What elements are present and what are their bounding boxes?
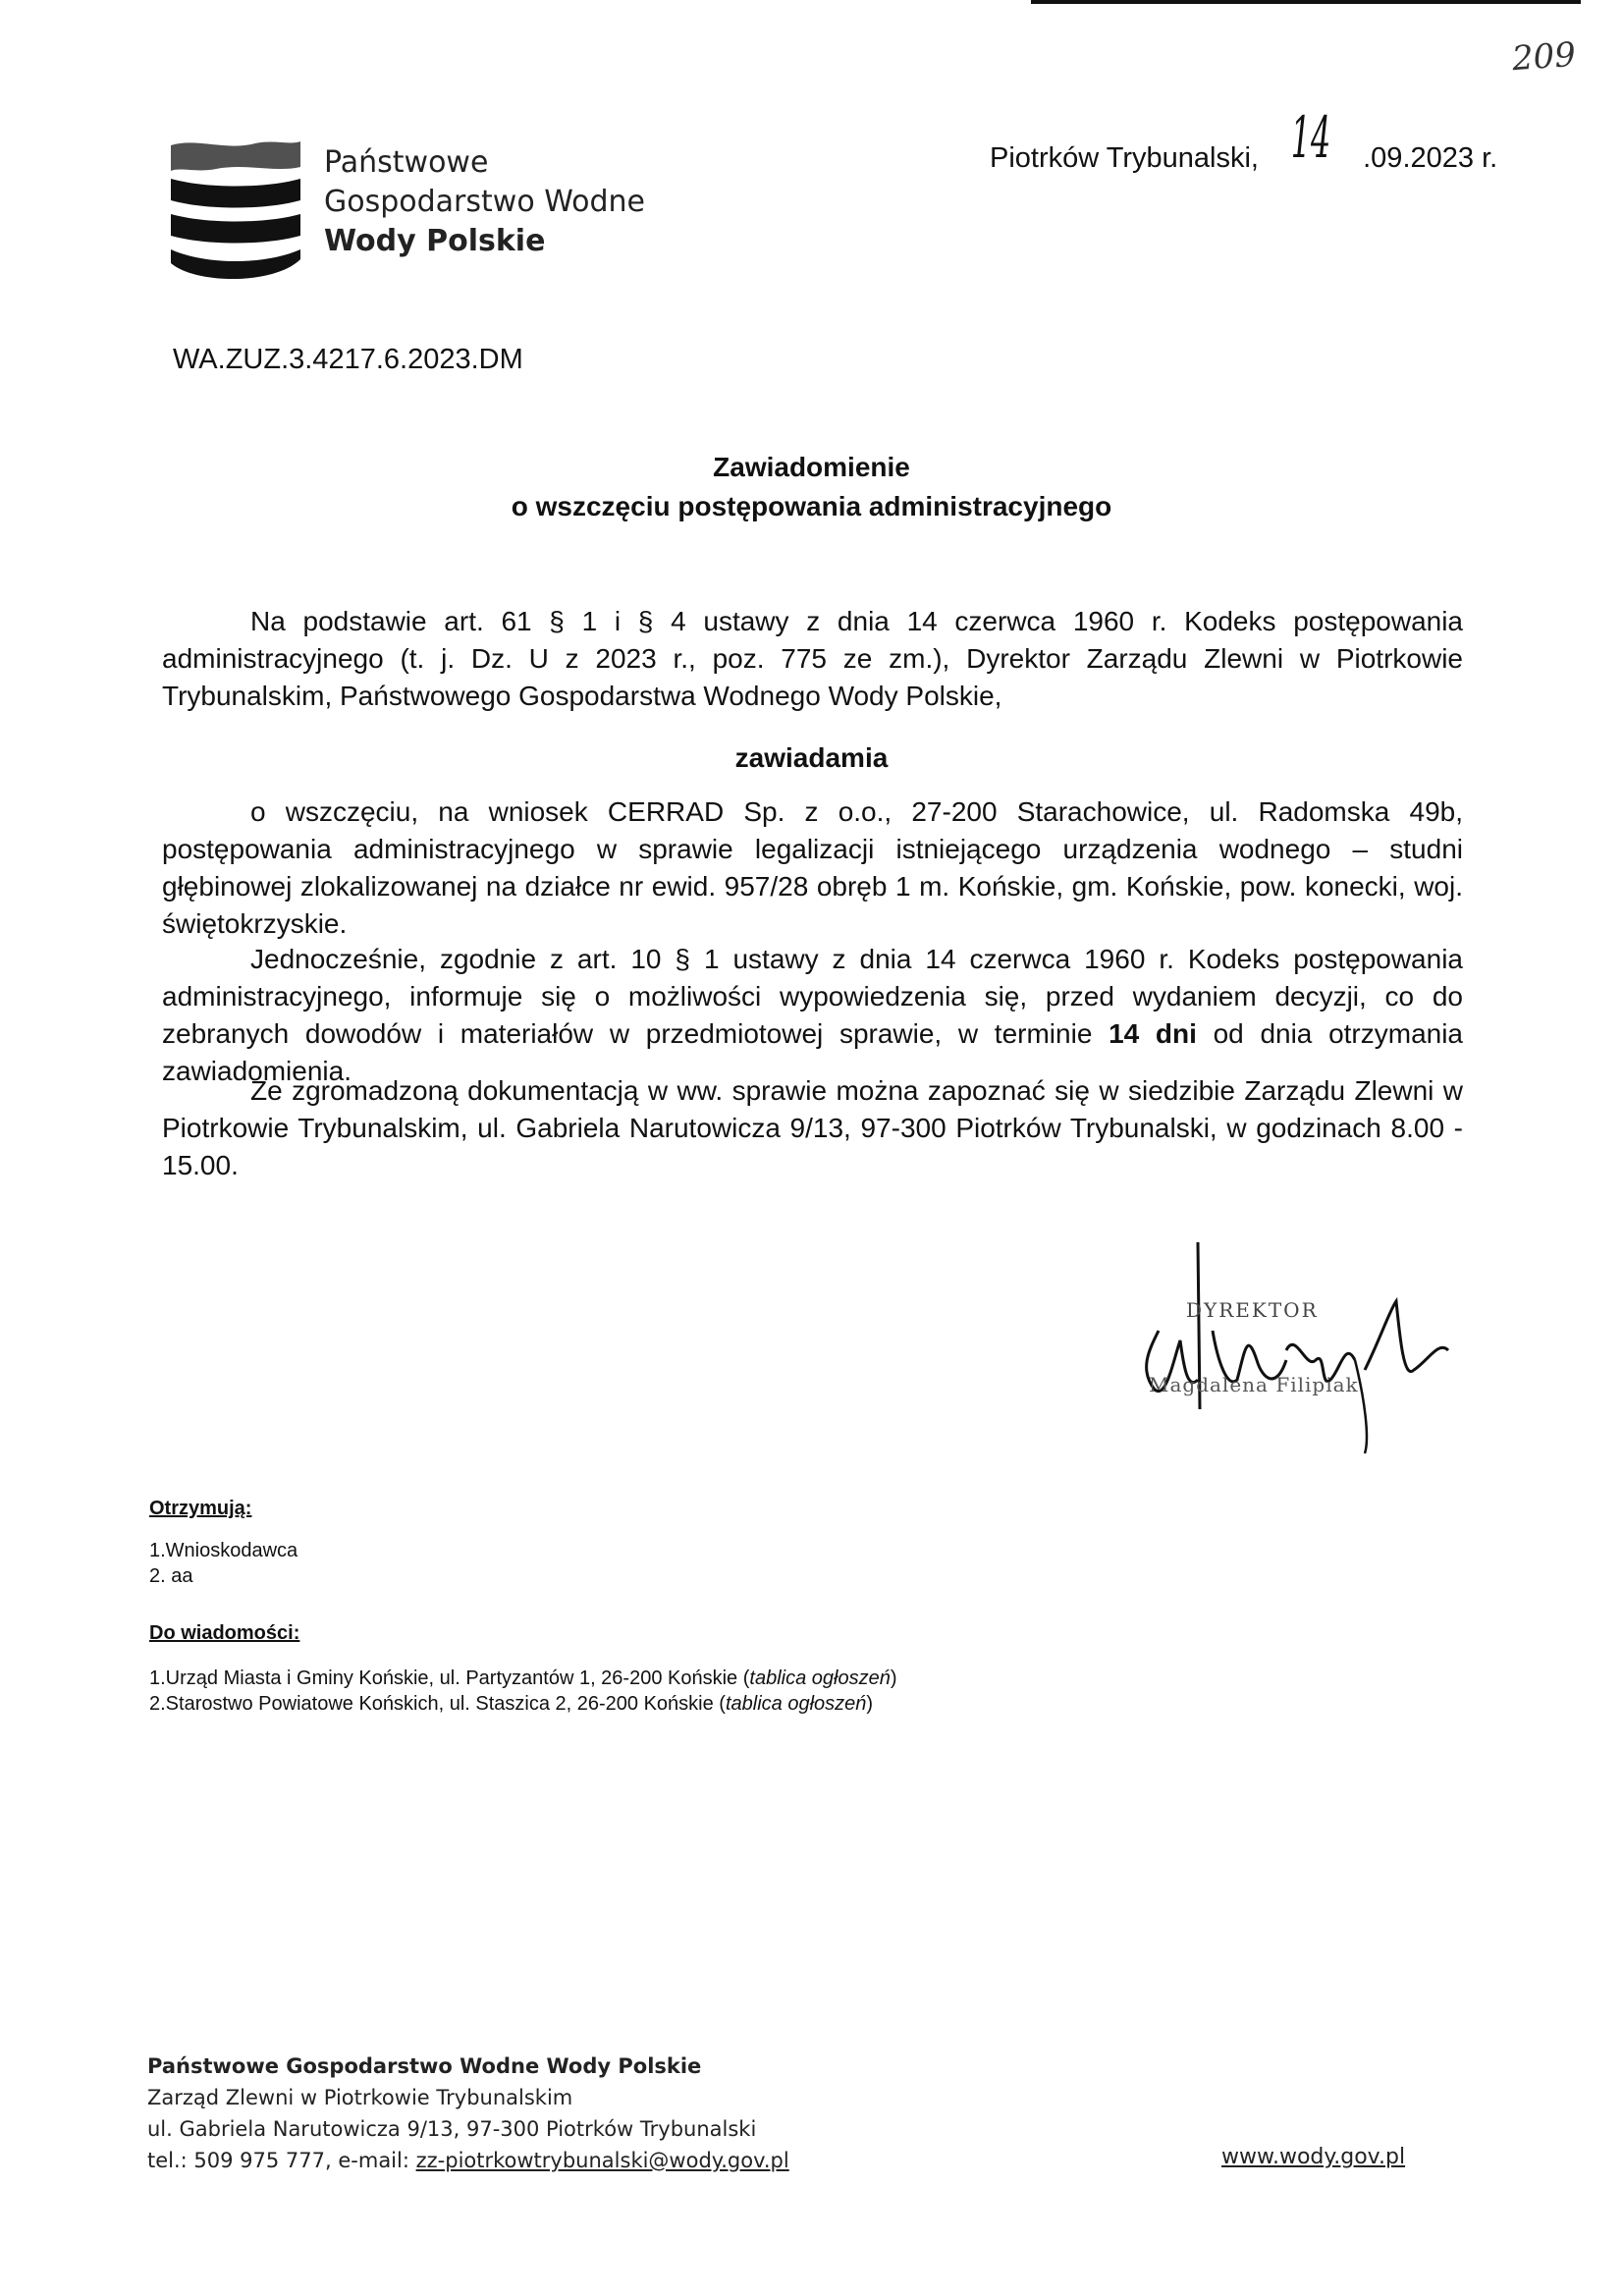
document-title xyxy=(0,448,1623,526)
item-italic: tablica ogłoszeń xyxy=(749,1667,891,1689)
recipients-list xyxy=(149,1538,298,1589)
top-border-line xyxy=(1031,0,1581,4)
footer-address xyxy=(147,2050,789,2176)
item-italic: tablica ogłoszeń xyxy=(725,1693,867,1715)
document-date xyxy=(990,104,1498,175)
item-text: 1.Urząd Miasta i Gminy Końskie, ul. Partyzantów 1, 26-200 Końskie ( xyxy=(149,1667,750,1689)
p3-text-after: od dnia otrzymania zawiadomienia. xyxy=(162,1018,1464,1086)
item-close-paren: ) xyxy=(866,1693,874,1715)
footer-address-line: ul. Gabriela Narutowicza 9/13, 97-300 Piotrków Trybunalski xyxy=(147,2117,757,2141)
footer-website-link[interactable]: www.wody.gov.pl xyxy=(1221,2145,1406,2169)
item-close-paren: ) xyxy=(890,1667,897,1689)
paragraph-right-to-comment xyxy=(162,941,1463,1090)
p3-deadline: 14 dni xyxy=(1109,1018,1197,1049)
title-line-2: o wszczęciu postępowania administracyjnego xyxy=(511,491,1112,521)
signature-stamp-name: Magdalena Filipiak xyxy=(1149,1373,1359,1396)
paragraph-documentation: Ze zgromadzoną dokumentacją w ww. sprawie można zapoznać się w siedzibie Zarządu Zlewni w Piotrkowie Trybunalskim, ul. Gabriela Narutowicza 9/13, 97-300 Piotrków Trybunalski, w godzinach 8.00 - 15.00. xyxy=(162,1075,1463,1180)
for-information-item-1 xyxy=(149,1666,897,1691)
logo-line-2: Gospodarstwo Wodne xyxy=(324,185,645,219)
date-month-year: .09.2023 r. xyxy=(1363,142,1498,174)
for-information-item-2 xyxy=(149,1691,897,1717)
for-information-heading: Do wiadomości: xyxy=(149,1622,300,1644)
handwritten-signature xyxy=(1119,1242,1453,1458)
signature-stamp-title: DYREKTOR xyxy=(1186,1298,1319,1322)
recipient-item: 1.Wnioskodawca xyxy=(149,1540,298,1561)
logo-wordmark xyxy=(324,143,645,261)
recipient-item: 2. aa xyxy=(149,1565,193,1587)
logo-line-3: Wody Polskie xyxy=(324,224,546,258)
date-place: Piotrków Trybunalski, xyxy=(990,142,1259,174)
reference-number: WA.ZUZ.3.4217.6.2023.DM xyxy=(173,344,523,375)
footer-org: Państwowe Gospodarstwo Wodne Wody Polskie xyxy=(147,2054,702,2078)
logo-line-1: Państwowe xyxy=(324,145,489,180)
date-day-handwritten: 14 xyxy=(1290,104,1331,171)
paragraph-legal-basis-first-line: Na podstawie art. 61 § 1 i § 4 ustawy z dnia 14 czerwca 1960 r. Kodeks postępowania xyxy=(250,606,1463,636)
title-line-1: Zawiadomienie xyxy=(713,452,910,482)
paragraph-legal-basis-rest: administracyjnego (t. j. Dz. U z 2023 r., poz. 775 ze zm.), Dyrektor Zarządu Zlewni w Piotrkowie Trybunalskim, Państwowego Gospodarstwa Wodnego Wody Polskie, xyxy=(162,643,1463,711)
paragraph-legal-basis xyxy=(162,603,1463,715)
notification-verb: zawiadamia xyxy=(734,742,889,773)
wody-polskie-logo-icon xyxy=(167,137,304,285)
handwritten-corner-note: 209 xyxy=(1510,34,1578,80)
for-information-list xyxy=(149,1666,897,1717)
footer-email-link[interactable]: zz-piotrkowtrybunalski@wody.gov.pl xyxy=(415,2149,789,2172)
item-text: 2.Starostwo Powiatowe Końskich, ul. Staszica 2, 26-200 Końskie ( xyxy=(149,1693,726,1715)
footer-unit: Zarząd Zlewni w Piotrkowie Trybunalskim xyxy=(147,2086,573,2109)
footer-contact xyxy=(147,2145,789,2176)
paragraph-proceedings: o wszczęciu, na wniosek CERRAD Sp. z o.o., 27-200 Starachowice, ul. Radomska 49b, postępowania administracyjnego w sprawie legalizacji istniejącego urządzenia wodnego – studni głębinowej zlokalizowanej na działce nr ewid. 957/28 obręb 1 m. Końskie, gm. Końskie, pow. konecki, woj. świętokrzyskie. xyxy=(162,796,1463,939)
p3-text-before: Jednocześnie, zgodnie z art. 10 § 1 ustawy z dnia 14 czerwca 1960 r. Kodeks postępowania administracyjnego, informuje się o możliwości wypowiedzenia się, przed wydaniem decyzji, co do zebranych dowodów i materiałów w przedmiotowej sprawie, w terminie xyxy=(162,944,1463,1049)
recipients-heading: Otrzymują: xyxy=(149,1498,252,1519)
footer-phone: tel.: 509 975 777, e-mail: xyxy=(147,2149,416,2172)
